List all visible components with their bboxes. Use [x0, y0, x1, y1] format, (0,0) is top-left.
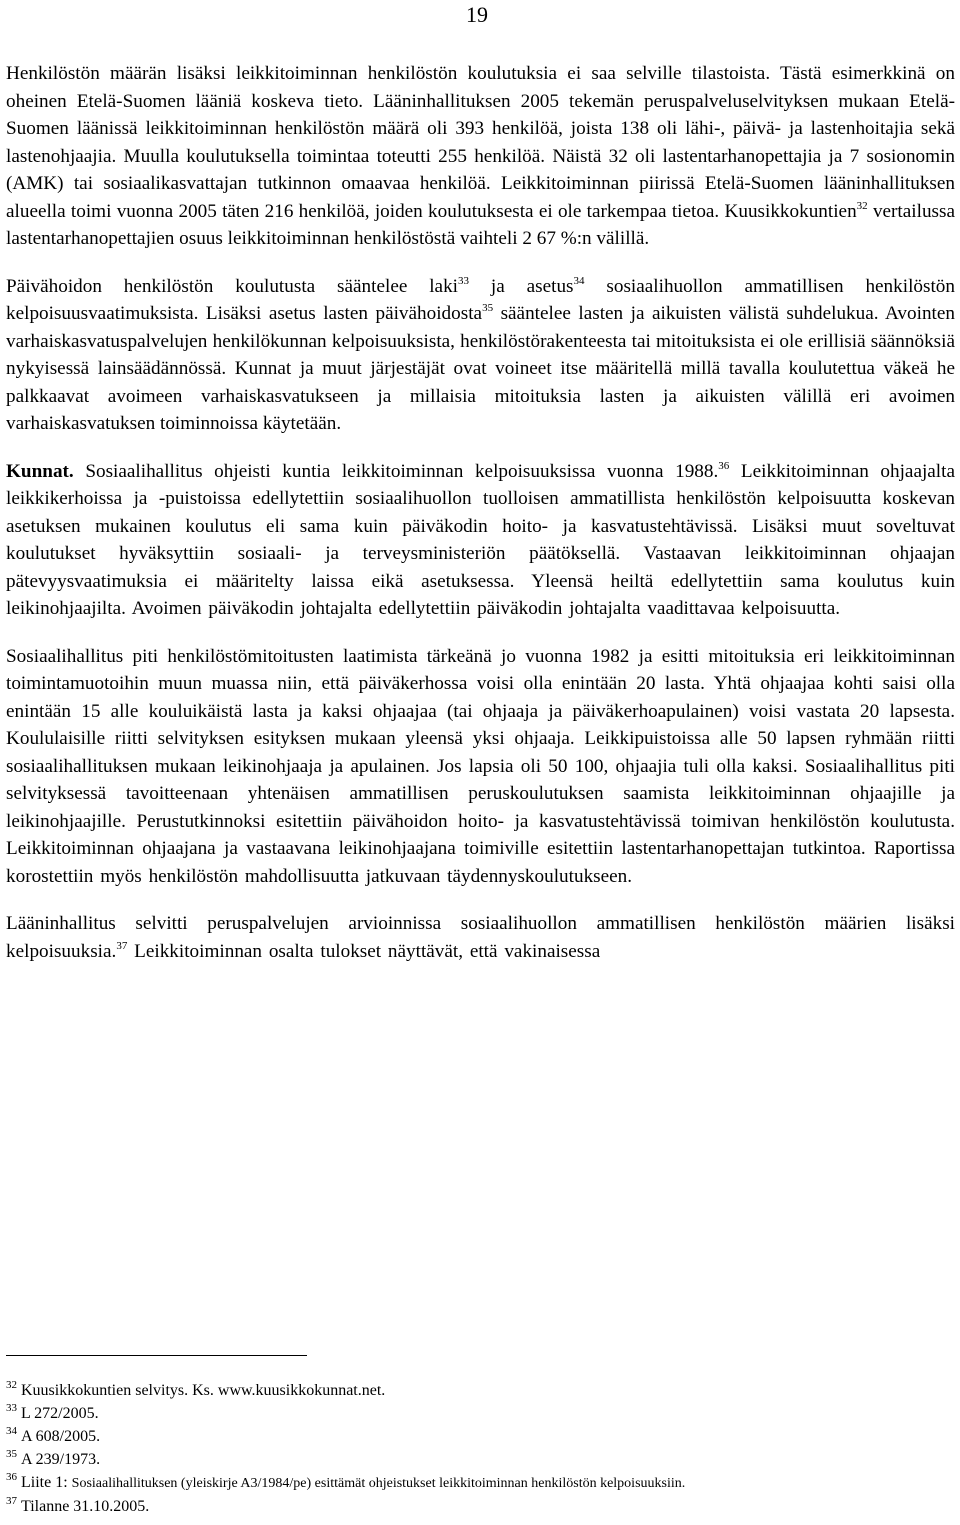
page-number: 19	[466, 2, 488, 27]
paragraph-evaluation	[6, 910, 955, 965]
paragraph-text: Henkilöstön määrän lisäksi leikkitoiminnan henkilöstön koulutuksia ei saa selville tilastoista. Tästä esimerkkinä on oheinen Etelä-Suomen lääniä koskeva tieto. Lääninhallituksen 2005 tekemän peruspalveluselvityksen mukaan Etelä-Suomen läänissä leikkitoiminnan henkilöstön määrä oli 393 henkilöä, joista 138 oli lähi-, päivä- ja lastenhoitajia sekä lastenohjaajia. Muulla koulutuksella toimintaa toteutti 255 henkilöä. Näistä 32 oli lastentarhanopettajia ja 7 sosionomin (AMK) tai sosiaalikasvattajan tutkinnon omaavaa henkilöä. Leikkitoiminnan piirissä Etelä-Suomen lääninhallituksen alueella toimi vuonna 2005 täten 216 henkilöä, joiden koulutuksesta ei ole tarkempaa tietoa. Kuusikkokuntien	[6, 63, 955, 222]
paragraph-text: Lääninhallitus selvitti peruspalvelujen arvioinnissa sosiaalihuollon ammatillisen henkilöstön määrien lisäksi kelpoisuuksia.	[6, 913, 955, 962]
footnote-ref-36: 36	[718, 459, 730, 472]
body-text	[6, 60, 955, 985]
paragraph-text: Sosiaalihallitus piti henkilöstömitoitusten laatimista tärkeänä jo vuonna 1982 ja esitti mitoituksia eri leikkitoiminnan toimintamuotoihin muun muassa niin, että päiväkerhossa voisi olla enintään 20 lasta. Yhtä ohjaajaa kohti saisi olla enintään 15 alle kouluikäistä lasta ja kaksi ohjaajaa (tai ohjaaja ja päiväkerhoapulainen) voisi vastata 20 lapsesta. Koululaisille riitti selvityksen esityksen mukaan yleensä yksi ohjaaja. Leikkipuistoissa alle 50 lapsen ryhmään riitti sosiaalihallituksen mukaan leikinohjaaja ja apulainen. Jos lapsia oli 50 100, ohjaajia tuli olla kaksi. Sosiaalihallitus piti selvityksessä tavoitteenaan yhtenäisen ammatillisen peruskoulutuksen saamista leikkitoiminnan ohjaajille ja leikinohjaajille. Perustutkinnoksi esitettiin päivähoidon hoito- ja kasvatustehtävissä toimivan henkilöstön koulutusta. Leikkitoiminnan ohjaajana ja vastaavana leikinohjaajana toimiville esitettiin lastentarhanopettajan tutkintoa. Raportissa korostettiin myös henkilöstön mahdollisuutta jatkuvaan täydennyskoulutukseen.	[6, 645, 955, 887]
footnote-number: 37	[6, 1495, 17, 1507]
footnote-text: Sosiaalihallituksen (yleiskirje A3/1984/pe) esittämät ohjeistukset leikkitoiminnan henkilöstön kelpoisuuksiin.	[71, 1476, 686, 1491]
paragraph-staff-training	[6, 60, 955, 253]
footnote-text: Kuusikkokuntien selvitys. Ks. www.kuusikkokunnat.net.	[21, 1382, 386, 1399]
paragraph-text: Leikkitoiminnan ohjaajalta leikkikerhoissa ja -puistoissa edellytettiin sosiaalihuollon tuolloisen ammatillista henkilöstön kelpoisuutta koskevan asetuksen mukainen koulutus eli sama kuin päiväkodin hoito- ja kasvatustehtävissä. Lisäksi muut soveltuvat koulutukset hyväksyttiin sosiaali- ja terveysministeriön päätöksellä. Vastaavan leikkitoiminnan ohjaajan pätevyysvaatimuksia ei määritelty laissa eikä asetuksessa. Yleensä heiltä edellytettiin sama koulutus kuin leikinohjaajilta. Avoimen päiväkodin johtajalta edellytettiin päiväkodin johtajalta vaadittavaa kelpoisuutta.	[6, 460, 955, 619]
footnote-ref-37: 37	[116, 939, 128, 952]
footnote-33	[6, 1402, 946, 1425]
footnote-number: 36	[6, 1471, 17, 1483]
paragraph-staff-ratios	[6, 643, 955, 891]
footnote-36	[6, 1471, 946, 1495]
footnotes	[6, 1379, 946, 1518]
footnote-34	[6, 1425, 946, 1448]
footnote-text: Tilanne 31.10.2005.	[21, 1498, 150, 1515]
footnote-divider	[6, 1355, 307, 1356]
footnote-text: L 272/2005.	[21, 1405, 99, 1422]
footnote-35	[6, 1448, 946, 1471]
paragraph-text: sosiaalihuollon ammatillisen henkilöstön kelpoisuusvaatimuksista. Lisäksi asetus lasten päivähoidosta	[6, 275, 955, 324]
footnote-ref-32: 32	[856, 199, 868, 212]
footnote-text: A 608/2005.	[21, 1428, 101, 1445]
paragraph-text: vertailussa lastentarhanopettajien osuus leikkitoiminnan henkilöstöstä vaihteli 2 67 %:n välillä.	[6, 200, 955, 249]
footnote-ref-35: 35	[482, 302, 494, 314]
footnote-prefix: Liite 1:	[21, 1474, 72, 1491]
paragraph-text: Sosiaalihallitus ohjeisti kuntia leikkitoiminnan kelpoisuuksissa vuonna 1988.	[73, 460, 719, 482]
paragraph-text: sääntelee lasten ja aikuisten välistä suhdelukua. Avointen varhaiskasvatuspalvelujen henkilökunnan kelpoisuuksista, henkilöstörakenteesta tai mitoituksista ei ole erillisiä säännöksiä nykyisessä lainsäädännössä. Kunnat ja muut järjestäjät ovat voineet itse määritellä millä tavalla koulutettua väkeä he palkkaavat avoimeen varhaiskasvatukseen ja millaisia mitoituksia lasten ja aikuisten välillä eri avoimen varhaiskasvatuksen toiminnoissa käytetään.	[6, 303, 955, 434]
footnote-number: 34	[6, 1425, 17, 1437]
footnote-32	[6, 1379, 946, 1402]
paragraph-heading: Kunnat.	[6, 460, 74, 482]
paragraph-municipalities	[6, 458, 955, 623]
footnote-ref-34: 34	[573, 274, 585, 287]
footnote-number: 32	[6, 1379, 17, 1391]
footnote-ref-33: 33	[458, 274, 470, 287]
paragraph-regulation	[6, 273, 955, 438]
paragraph-text: Päivähoidon henkilöstön koulutusta sääntelee laki	[6, 275, 459, 297]
footnote-number: 33	[6, 1402, 17, 1414]
footnote-number: 35	[6, 1448, 17, 1460]
footnote-37	[6, 1495, 946, 1518]
paragraph-text: Leikkitoiminnan osalta tulokset näyttävät, että vakinaisessa	[127, 940, 601, 962]
footnote-text: A 239/1973.	[21, 1451, 101, 1468]
paragraph-text: ja asetus	[469, 275, 574, 297]
